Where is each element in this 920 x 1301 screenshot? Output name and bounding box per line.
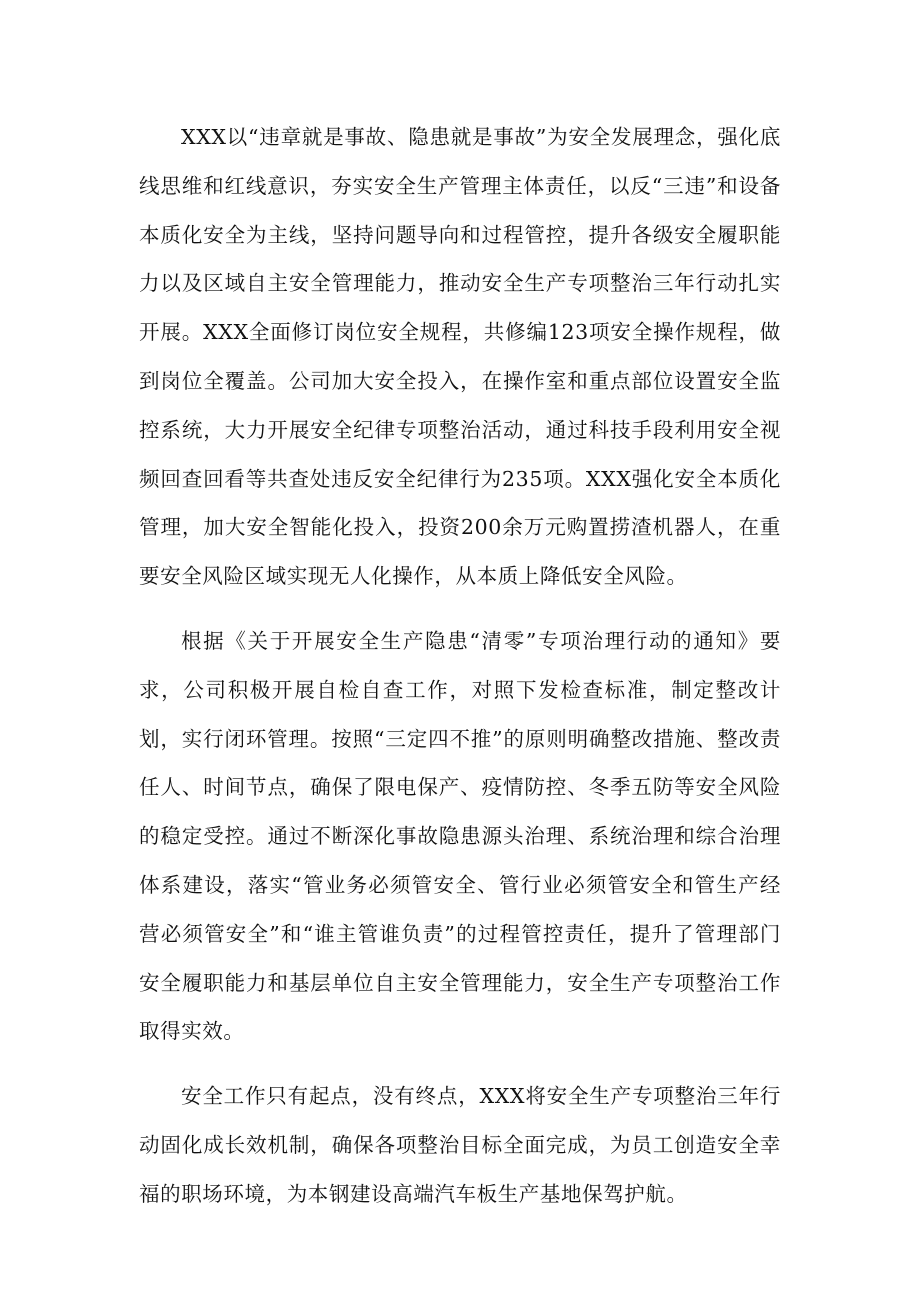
- paragraph-hazard-clearance: 根据《关于开展安全生产隐患“清零”专项治理行动的通知》要求，公司积极开展自检自查工作，对照下发检查标准，制定整改计划，实行闭环管理。按照“三定四不推”的原则明确整改措施、整改责任人、时间节点，确保了限电保产、疫情防控、冬季五防等安全风险的稳定受控。通过不断深化事故隐患源头治理、系统治理和综合治理体系建设，落实“管业务必须管安全、管行业必须管安全和管生产经营必须管安全”和“谁主管谁负责”的过程管控责任，提升了管理部门安全履职能力和基层单位自主安全管理能力，安全生产专项整治工作取得实效。: [139, 628, 781, 1044]
- paragraph-safety-philosophy: XXX以“违章就是事故、隐患就是事故”为安全发展理念，强化底线思维和红线意识，夯实安全生产管理主体责任，以反“三违”和设备本质化安全为主线，坚持问题导向和过程管控，提升各级安全履职能力以及区域自主安全管理能力，推动安全生产专项整治三年行动扎实开展。XXX全面修订岗位安全规程，共修编123项安全操作规程，做到岗位全覆盖。公司加大安全投入，在操作室和重点部位设置安全监控系统，大力开展安全纪律专项整治活动，通过科技手段利用安全视频回查回看等共查处违反安全纪律行为235项。XXX强化安全本质化管理，加大安全智能化投入，投资200余万元购置捞渣机器人，在重要安全风险区域实现无人化操作，从本质上降低安全风险。: [139, 125, 781, 589]
- document-body: [139, 113, 781, 1235]
- paragraph-conclusion: 安全工作只有起点，没有终点，XXX将安全生产专项整治三年行动固化成长效机制，确保各项整治目标全面完成，为员工创造安全幸福的职场环境，为本钢建设高端汽车板生产基地保驾护航。: [139, 1084, 781, 1206]
